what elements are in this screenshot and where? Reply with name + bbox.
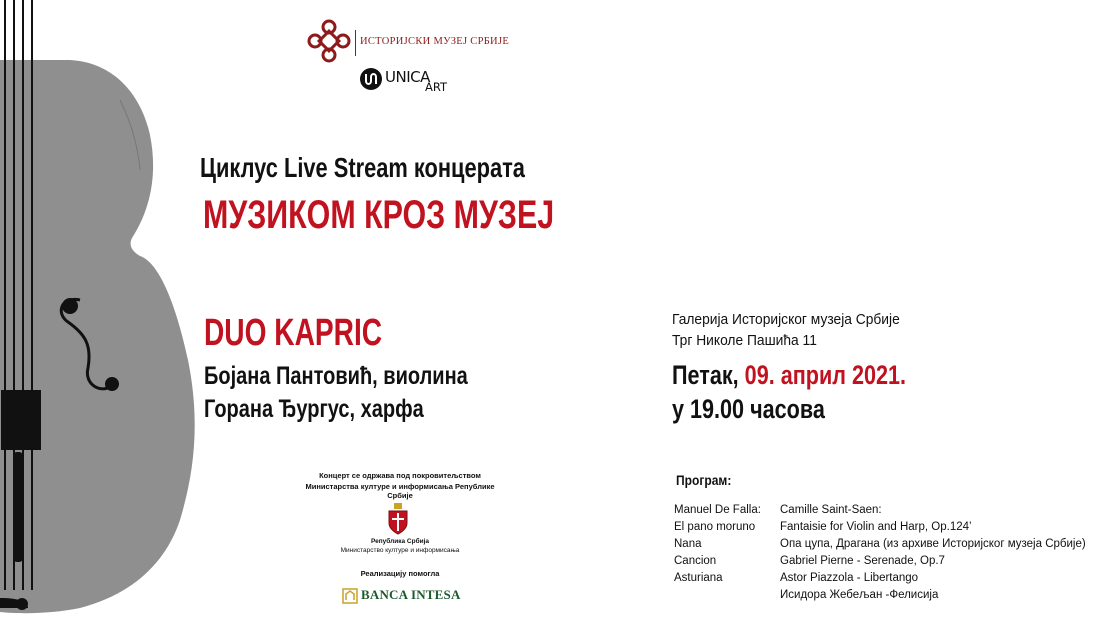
performer-violin: Бојана Пантовић, виолина <box>204 362 468 390</box>
unica-art-name: UNICA <box>385 68 430 86</box>
program-left-item: Asturiana <box>674 572 723 584</box>
museum-logo-divider <box>355 30 356 56</box>
bank-name: BANCA INTESA <box>361 587 461 602</box>
program-right-item: Astor Piazzola - Libertango <box>780 572 919 584</box>
concert-cycle-subtitle: Циклус Live Stream концерата <box>200 152 525 183</box>
program-right-item: Fantaisie for Violin and Harp, Op.124’ <box>780 521 972 533</box>
unica-art-logo-icon <box>359 67 383 91</box>
patronage-ministry: Министарства културе и информисања Републике Србије <box>305 482 495 500</box>
ensemble-name: DUO KAPRIC <box>204 312 383 354</box>
support-label: Реализацију помогла <box>360 569 440 578</box>
program-left-item: Nana <box>674 538 702 550</box>
serbia-coat-of-arms-icon <box>387 503 409 535</box>
republic-name: Република Србија <box>370 538 430 545</box>
event-time: у 19.00 часова <box>672 394 825 424</box>
venue-address: Трг Николе Пашића 11 <box>672 332 817 349</box>
program-left-item: Manuel De Falla: <box>674 504 761 516</box>
program-right-item: Опа цупа, Драгана (из архиве Историјског музеја Србије) <box>780 538 1086 550</box>
ministry-name: Министарство културе и информисања <box>340 547 460 554</box>
program-right-item: Camille Saint-Saen: <box>780 504 882 516</box>
performer-harp: Горана Ђургус, харфа <box>204 395 424 423</box>
venue-name: Галерија Историјског музеја Србије <box>672 311 900 328</box>
program-left-item: El pano moruno <box>674 521 756 533</box>
event-date <box>672 360 906 391</box>
patronage-note: Концерт се одржава под покровитељством <box>319 471 481 480</box>
museum-logo-icon <box>305 17 353 65</box>
event-weekday: Петак, <box>672 360 739 390</box>
program-right-item: Исидора Жебељан -Фелисија <box>780 589 939 601</box>
program-left-item: Cancion <box>674 555 717 567</box>
bank-logo-icon <box>342 588 358 604</box>
program-right-item: Gabriel Pierne - Serenade, Op.7 <box>780 555 945 567</box>
program-heading: Програм: <box>676 472 732 488</box>
museum-name: ИСТОРИЈСКИ МУЗЕЈ СРБИЈЕ <box>360 36 510 47</box>
concert-series-title: МУЗИКОМ КРОЗ МУЗЕЈ <box>203 193 555 237</box>
unica-art-subname: ART <box>425 80 448 94</box>
cello-illustration <box>0 0 200 618</box>
event-date-value: 09. април 2021. <box>744 360 907 390</box>
